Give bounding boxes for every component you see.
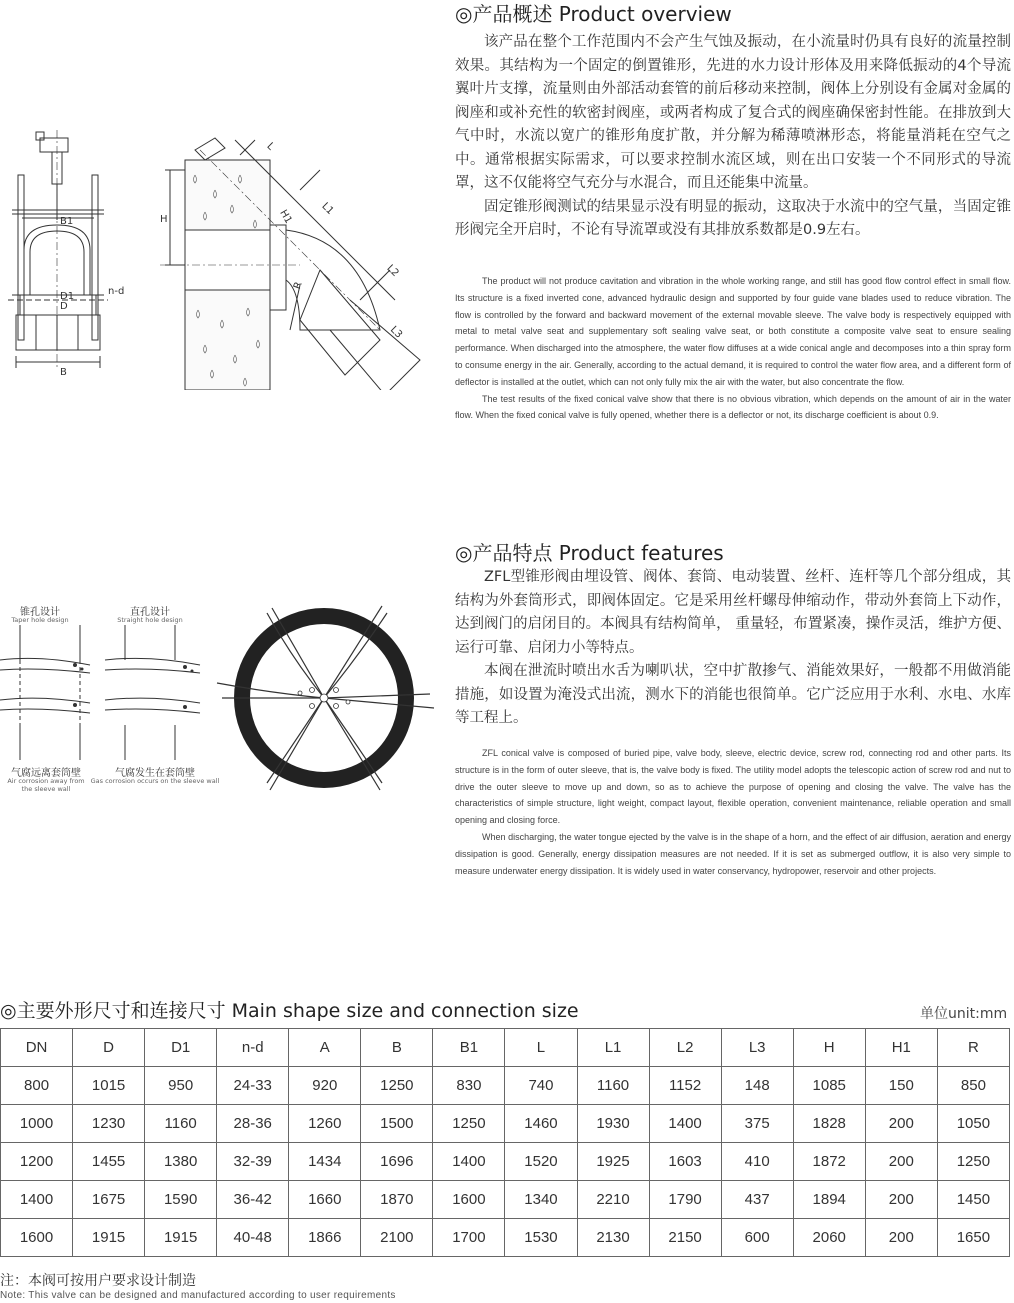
table-cell: 200 bbox=[865, 1219, 937, 1257]
table-cell: 200 bbox=[865, 1181, 937, 1219]
straight-hole-label-en: Straight hole design bbox=[117, 616, 183, 624]
l-dimension-label: L bbox=[264, 140, 277, 153]
l3-dimension-label: L3 bbox=[387, 324, 405, 341]
table-cell: 1915 bbox=[73, 1219, 145, 1257]
table-header-cell: L2 bbox=[649, 1029, 721, 1067]
table-cell: 1915 bbox=[145, 1219, 217, 1257]
features-en-text bbox=[455, 745, 1011, 879]
nd-dimension-label: n-d bbox=[108, 286, 125, 297]
table-cell: 1200 bbox=[1, 1143, 73, 1181]
features-zh-text bbox=[455, 566, 1011, 731]
table-cell: 1050 bbox=[937, 1105, 1009, 1143]
hole-design-illustration bbox=[0, 625, 220, 760]
note-en: Note: This valve can be designed and manufactured according to user requirements bbox=[0, 1290, 396, 1301]
unit-label: 单位unit:mm bbox=[920, 1006, 1008, 1022]
table-header-cell: n-d bbox=[217, 1029, 289, 1067]
sizes-table-container bbox=[0, 1028, 1010, 1257]
table-cell: 1866 bbox=[289, 1219, 361, 1257]
table-cell: 1590 bbox=[145, 1181, 217, 1219]
b-dimension-label: B bbox=[60, 367, 67, 378]
table-header-cell: L bbox=[505, 1029, 577, 1067]
features-zh-paragraph: ZFL型锥形阀由埋设管、阀体、套筒、电动装置、丝杆、连杆等几个部分组成，其结构为外套筒形式，即阀体固定。它是采用丝杆螺母伸缩动作，带动外套筒上下动作，达到阀门的启闭目的。本阀具有结构简单， 重量轻，布置紧凑，操作灵活，维护方便、运行可靠、启闭力小等特点。 bbox=[455, 569, 1011, 656]
table-row bbox=[1, 1067, 1010, 1105]
straight-hole-label: 直孔设计 bbox=[130, 607, 170, 618]
corrosion-away-label-en: Air corrosion away from the sleeve wall bbox=[7, 777, 85, 793]
table-cell: 1250 bbox=[433, 1105, 505, 1143]
table-cell: 1870 bbox=[361, 1181, 433, 1219]
table-cell: 2210 bbox=[577, 1181, 649, 1219]
spray-ring-illustration bbox=[212, 598, 442, 798]
features-title: ◎产品特点 Product features bbox=[455, 541, 724, 565]
table-cell: 2060 bbox=[793, 1219, 865, 1257]
table-cell: 1380 bbox=[145, 1143, 217, 1181]
l2-dimension-label: L2 bbox=[384, 262, 401, 280]
table-cell: 1600 bbox=[1, 1219, 73, 1257]
b1-dimension-label: B1 bbox=[60, 216, 74, 227]
table-cell: 830 bbox=[433, 1067, 505, 1105]
table-header-cell: B1 bbox=[433, 1029, 505, 1067]
table-cell: 36-42 bbox=[217, 1181, 289, 1219]
table-cell: 2100 bbox=[361, 1219, 433, 1257]
table-cell: 1250 bbox=[937, 1143, 1009, 1181]
table-cell: 40-48 bbox=[217, 1219, 289, 1257]
table-cell: 148 bbox=[721, 1067, 793, 1105]
table-cell: 740 bbox=[505, 1067, 577, 1105]
table-cell: 1152 bbox=[649, 1067, 721, 1105]
table-cell: 1894 bbox=[793, 1181, 865, 1219]
table-cell: 1696 bbox=[361, 1143, 433, 1181]
table-cell: 1160 bbox=[145, 1105, 217, 1143]
l1-dimension-label: L1 bbox=[319, 200, 336, 218]
overview-en-text bbox=[455, 273, 1011, 424]
features-en-paragraph: ZFL conical valve is composed of buried pipe, valve body, sleeve, electric device, screw rod, connecting rod and other parts. Its structure is in the form of outer sleeve, that is, the valve body is fixed. The utility model adopts the telescopic action of screw rod and nut to drive the outer sleeve to move up and down, so as to achieve the purpose of opening and closing the valve. The valve has the characteristics of simple structure, light weight, compact layout, flexible operation, convenient maintenance, reliable operation and small opening and closing force. bbox=[455, 748, 1011, 826]
table-cell: 410 bbox=[721, 1143, 793, 1181]
valve-technical-drawing bbox=[0, 130, 440, 390]
table-cell: 1450 bbox=[937, 1181, 1009, 1219]
overview-zh-paragraph: 固定锥形阀测试的结果显示没有明显的振动，这取决于水流中的空气量，当固定锥形阀完全开启时，不论有导流罩或没有其排放系数都是0.9左右。 bbox=[455, 198, 1011, 238]
table-cell: 200 bbox=[865, 1143, 937, 1181]
table-cell: 1700 bbox=[433, 1219, 505, 1257]
overview-title: ◎产品概述 Product overview bbox=[455, 2, 732, 26]
features-en-paragraph: When discharging, the water tongue ejected by the valve is in the shape of a horn, and the effect of air diffusion, aeration and energy dissipation is good. Generally, energy dissipation measures are not needed. If it is set as submerged outflow, it is also very simple to measure underwater energy dissipation. It is widely used in water conservancy, hydropower, reservoir and other projects. bbox=[455, 831, 1011, 876]
note-zh: 注：本阀可按用户要求设计制造 bbox=[0, 1273, 196, 1289]
d1-dimension-label: D1 bbox=[60, 291, 75, 302]
table-cell: 1230 bbox=[73, 1105, 145, 1143]
table-cell: 1400 bbox=[649, 1105, 721, 1143]
table-row bbox=[1, 1143, 1010, 1181]
table-header-cell: R bbox=[937, 1029, 1009, 1067]
corrosion-away-label: 气腐远离套筒壁 bbox=[11, 768, 81, 779]
table-header-cell: B bbox=[361, 1029, 433, 1067]
table-cell: 1828 bbox=[793, 1105, 865, 1143]
overview-zh-text bbox=[455, 31, 1011, 243]
table-cell: 1160 bbox=[577, 1067, 649, 1105]
table-cell: 1675 bbox=[73, 1181, 145, 1219]
overview-en-paragraph: The test results of the fixed conical valve show that there is no obvious vibration, which depends on the amount of air in the water flow. When the fixed conical valve is fully opened, whether there is a deflector or not, its discharge coefficient is about 0.9. bbox=[455, 393, 1011, 421]
table-header-cell: L3 bbox=[721, 1029, 793, 1067]
table-row bbox=[1, 1181, 1010, 1219]
table-cell: 1400 bbox=[1, 1181, 73, 1219]
table-header-cell: D1 bbox=[145, 1029, 217, 1067]
table-cell: 850 bbox=[937, 1067, 1009, 1105]
table-cell: 600 bbox=[721, 1219, 793, 1257]
table-cell: 920 bbox=[289, 1067, 361, 1105]
table-row bbox=[1, 1219, 1010, 1257]
table-cell: 1660 bbox=[289, 1181, 361, 1219]
table-header-cell: DN bbox=[1, 1029, 73, 1067]
table-header-cell: L1 bbox=[577, 1029, 649, 1067]
r-dimension-label: R bbox=[291, 280, 305, 291]
table-cell: 1603 bbox=[649, 1143, 721, 1181]
table-cell: 1530 bbox=[505, 1219, 577, 1257]
table-cell: 950 bbox=[145, 1067, 217, 1105]
table-cell: 24-33 bbox=[217, 1067, 289, 1105]
table-cell: 2150 bbox=[649, 1219, 721, 1257]
table-cell: 1520 bbox=[505, 1143, 577, 1181]
corrosion-occurs-label-en: Gas corrosion occurs on the sleeve wall bbox=[90, 777, 220, 785]
table-cell: 150 bbox=[865, 1067, 937, 1105]
table-cell: 1015 bbox=[73, 1067, 145, 1105]
h-dimension-label: H bbox=[160, 214, 168, 225]
table-cell: 1340 bbox=[505, 1181, 577, 1219]
table-cell: 1085 bbox=[793, 1067, 865, 1105]
table-header-row bbox=[1, 1029, 1010, 1067]
table-header-cell: H bbox=[793, 1029, 865, 1067]
table-cell: 1500 bbox=[361, 1105, 433, 1143]
overview-en-paragraph: The product will not produce cavitation and vibration in the whole working range, and still has good flow control effect in small flow. Its structure is a fixed inverted cone, advanced hydraulic design and supported by four guide vane blades used to reduce vibration. The flow is controlled by the forward and backward movement of the external movable sleeve. The valve body is respectively equipped with metal to metal valve seat and supplementary soft sealing valve seat, or both constitute a composite valve seat to ensure sealing performance. When discharged into the atmosphere, the water flow diffuses at a wide conical angle and decomposes into a thin spray form to consume energy in the air. Generally, according to the actual demand, it is required to control the water flow area, and a different form of deflector is installed at the outlet, which can not only fully mix the air with the water, but also concentrate the flow. bbox=[455, 276, 1011, 387]
table-cell: 1650 bbox=[937, 1219, 1009, 1257]
table-cell: 28-36 bbox=[217, 1105, 289, 1143]
table-cell: 1925 bbox=[577, 1143, 649, 1181]
taper-hole-label: 锥孔设计 bbox=[20, 607, 60, 618]
table-cell: 1455 bbox=[73, 1143, 145, 1181]
table-cell: 1600 bbox=[433, 1181, 505, 1219]
table-cell: 1872 bbox=[793, 1143, 865, 1181]
table-cell: 2130 bbox=[577, 1219, 649, 1257]
table-header-cell: H1 bbox=[865, 1029, 937, 1067]
table-cell: 1790 bbox=[649, 1181, 721, 1219]
sizes-table bbox=[0, 1028, 1010, 1257]
table-cell: 375 bbox=[721, 1105, 793, 1143]
table-cell: 1260 bbox=[289, 1105, 361, 1143]
table-cell: 1000 bbox=[1, 1105, 73, 1143]
table-cell: 1250 bbox=[361, 1067, 433, 1105]
table-header-cell: A bbox=[289, 1029, 361, 1067]
table-cell: 1460 bbox=[505, 1105, 577, 1143]
table-cell: 437 bbox=[721, 1181, 793, 1219]
features-zh-paragraph: 本阀在泄流时喷出水舌为喇叭状，空中扩散掺气、消能效果好，一般都不用做消能措施，如设置为淹没式出流，测水下的消能也很简单。它广泛应用于水利、水电、水库等工程上。 bbox=[455, 663, 1011, 726]
table-cell: 1930 bbox=[577, 1105, 649, 1143]
table-header-cell: D bbox=[73, 1029, 145, 1067]
taper-hole-label-en: Taper hole design bbox=[11, 616, 69, 624]
overview-zh-paragraph: 该产品在整个工作范围内不会产生气蚀及振动，在小流量时仍具有良好的流量控制效果。其结构为一个固定的倒置锥形，先进的水力设计形体及用来降低振动的4个导流翼叶片支撑，流量则由外部活动套管的前后移动来控制，阀体上分别设有金属对金属的阀座和或补充性的软密封阀座，或两者构成了复合式的阀座确保密封性能。在排放到大气中时，水流以宽广的锥形角度扩散，并分解为稀薄喷淋形态，将能量消耗在空气之中。通常根据实际需求，可以要求控制水流区域，则在出口安装一个不同形式的导流罩，这不仅能将空气充分与水混合，而且还能集中流量。 bbox=[455, 34, 1011, 191]
corrosion-occurs-label: 气腐发生在套筒壁 bbox=[115, 768, 195, 779]
d-dimension-label: D bbox=[60, 301, 68, 312]
h1-dimension-label: H1 bbox=[277, 208, 294, 226]
table-cell: 1400 bbox=[433, 1143, 505, 1181]
table-cell: 32-39 bbox=[217, 1143, 289, 1181]
table-cell: 800 bbox=[1, 1067, 73, 1105]
table-cell: 200 bbox=[865, 1105, 937, 1143]
table-cell: 1434 bbox=[289, 1143, 361, 1181]
table-row bbox=[1, 1105, 1010, 1143]
sizes-title: ◎主要外形尺寸和连接尺寸 Main shape size and connection size bbox=[0, 1000, 579, 1022]
